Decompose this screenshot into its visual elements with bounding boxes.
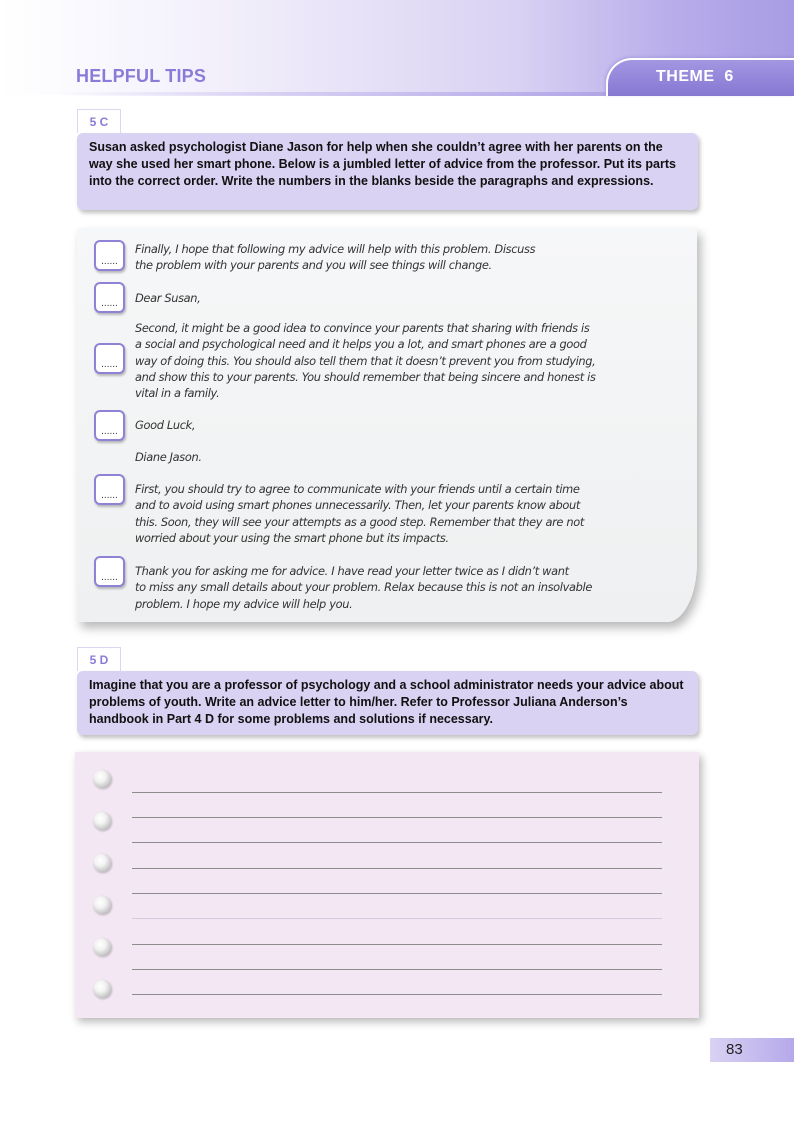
binder-ring-icon (93, 770, 111, 788)
letter-line: and to avoid using smart phones unnecessarily. Then, let your parents know about (135, 498, 580, 513)
letter-line: and show this to your parents. You should remember that being sincere and honest is (135, 369, 596, 384)
letter-line: Good Luck, (135, 418, 196, 432)
letter-line: Thank you for asking me for advice. I have read your letter twice as I didn’t want (135, 564, 569, 578)
answer-blank-4[interactable]: ...... (94, 410, 125, 441)
letter-line: worried about your using the smart phone but its impacts. (135, 530, 449, 545)
letter-part-4 (135, 417, 195, 433)
writing-line[interactable] (132, 792, 662, 793)
binder-ring-icon (93, 980, 111, 998)
letter-line: the problem with your parents and you will see things will change. (135, 258, 492, 273)
letter-part-5 (135, 449, 202, 465)
letter-line: a social and psychological need and it helps you a lot, and smart phones are a good (135, 337, 587, 352)
letter-line: Diane Jason. (135, 450, 202, 464)
writing-line[interactable] (132, 817, 662, 818)
letter-part-1 (135, 241, 535, 274)
writing-line[interactable] (132, 944, 662, 945)
letter-line: First, you should try to agree to communicate with your friends until a certain time (135, 482, 580, 496)
letter-line: Second, it might be a good idea to convince your parents that sharing with friends is (135, 321, 590, 335)
letter-line: this. Soon, they will see your attempts as a good step. Remember that they are not (135, 514, 584, 529)
binder-ring-icon (93, 812, 111, 830)
letter-line: way of doing this. You should also tell them that it doesn’t prevent you from studying, (135, 353, 596, 368)
letter-line: Dear Susan, (135, 291, 201, 305)
letter-part-3 (135, 320, 596, 401)
page-number: 83 (726, 1041, 743, 1058)
exercise-label-5d: 5 D (77, 647, 121, 671)
writing-line[interactable] (132, 969, 662, 970)
binder-ring-icon (93, 896, 111, 914)
answer-blank-1[interactable]: ...... (94, 240, 125, 271)
answer-blank-3[interactable]: ...... (94, 343, 125, 374)
exercise-label-5c: 5 C (77, 109, 121, 133)
binder-ring-icon (93, 938, 111, 956)
answer-blank-5[interactable]: ...... (94, 474, 125, 505)
letter-line: problem. I hope my advice will help you. (135, 596, 353, 611)
instruction-5d: Imagine that you are a professor of psychology and a school administrator needs your advice about problems of youth. Write an advice letter to him/her. Refer to Professor Juliana Anderson’s handbook in Part 4 D for some problems and solutions if necessary. (77, 671, 698, 735)
letter-line: to miss any small details about your problem. Relax because this is not an insolvable (135, 580, 592, 595)
answer-blank-2[interactable]: ...... (94, 282, 125, 313)
letter-part-7 (135, 563, 592, 612)
theme-label: THEME 6 (656, 68, 734, 85)
letter-part-2 (135, 290, 200, 306)
instruction-5c: Susan asked psychologist Diane Jason for help when she couldn’t agree with her parents on the way she used her smart phone. Below is a jumbled letter of advice from the professor. Put its parts into the correct order. Write the numbers in the blanks beside the paragraphs and expressions. (77, 133, 698, 210)
section-title: HELPFUL TIPS (76, 66, 207, 86)
binder-ring-icon (93, 854, 111, 872)
writing-line[interactable] (132, 918, 662, 919)
letter-line: vital in a family. (135, 386, 220, 401)
theme-tab (606, 58, 794, 96)
writing-line[interactable] (132, 842, 662, 843)
letter-line: Finally, I hope that following my advice will help with this problem. Discuss (135, 242, 536, 256)
letter-part-6 (135, 481, 584, 546)
writing-line[interactable] (132, 893, 662, 894)
writing-line[interactable] (132, 868, 662, 869)
answer-blank-6[interactable]: ...... (94, 556, 125, 587)
writing-line[interactable] (132, 994, 662, 995)
page-number-bar (710, 1038, 794, 1062)
